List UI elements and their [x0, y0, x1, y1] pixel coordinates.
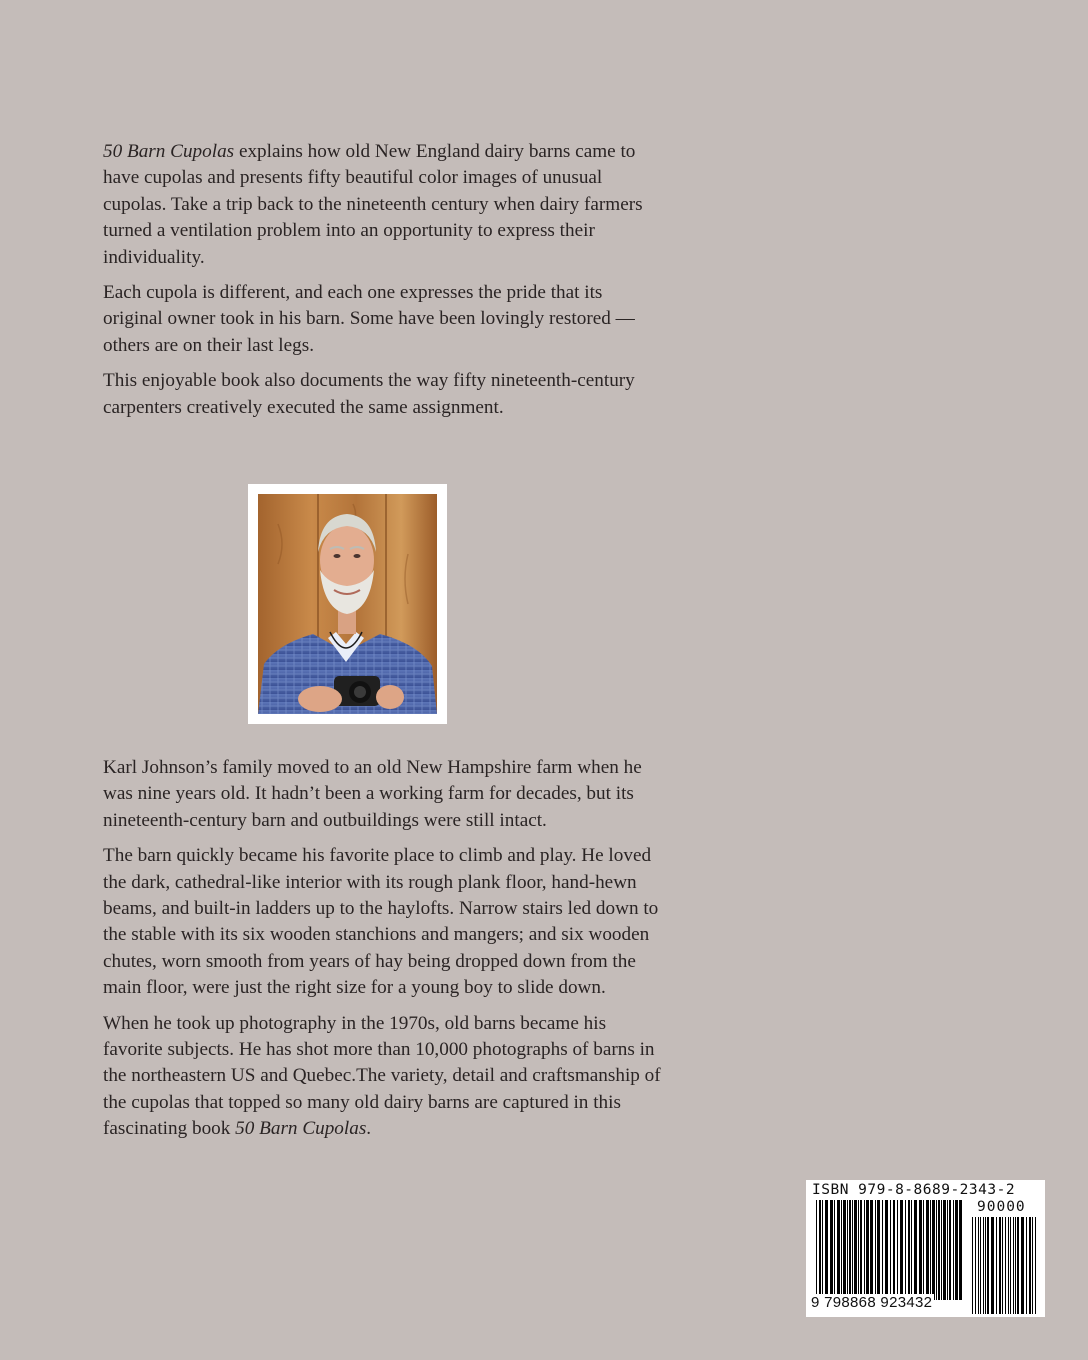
bio-paragraph-2: The barn quickly became his favorite place to climb and play. He loved the dark, cathedral-like interior with its rough plank floor, hand-hewn beams, and built-in ladders up to the haylofts. Narrow stairs led down to the stable with its six wooden stanchions and mangers; and six wooden chutes, worn smooth from years of hay being dropped down from the main floor, were just the right size for a young boy to slide down. [103, 845, 659, 999]
barcode-bar [866, 1200, 869, 1300]
barcode-bar [975, 1217, 976, 1314]
barcode-bar [893, 1200, 895, 1300]
barcode-bar [837, 1200, 840, 1300]
barcode-bar [1008, 1217, 1009, 1314]
barcode-bar [1002, 1217, 1003, 1314]
barcode-bar [1013, 1217, 1014, 1314]
author-photo [258, 494, 437, 714]
barcode-bar [936, 1200, 937, 1300]
barcode-bar [978, 1217, 979, 1314]
barcode-bar [847, 1200, 848, 1300]
barcode-bar [930, 1200, 931, 1300]
barcode-bar [819, 1200, 821, 1300]
barcode-bar [919, 1200, 922, 1300]
isbn-label: ISBN 979-8-8689-2343-2 [812, 1182, 1016, 1198]
barcode-bar [972, 1217, 973, 1314]
barcode-bar [1026, 1217, 1027, 1314]
description-paragraph-1 [103, 139, 663, 271]
bio-paragraph-1: Karl Johnson’s family moved to an old New Hampshire farm when he was nine years old. It hadn’t been a working farm for decades, but its nineteenth-century barn and outbuildings were still intact. [103, 757, 642, 831]
barcode-bar [949, 1200, 951, 1300]
barcode-bar [911, 1200, 912, 1300]
barcode-bars [816, 1200, 966, 1300]
barcode-bar [905, 1200, 906, 1300]
barcode-bar [830, 1200, 833, 1300]
barcode-bar [822, 1200, 823, 1300]
barcode-digits: 9 798868 923432 [811, 1294, 933, 1311]
book-title-italic: 50 Barn Cupolas [235, 1118, 367, 1140]
barcode-bar [985, 1217, 986, 1314]
barcode-bar [849, 1200, 851, 1300]
barcode-bar [959, 1200, 962, 1300]
barcode-bar [1021, 1217, 1024, 1314]
barcode-bar [1017, 1217, 1019, 1314]
description-paragraph-1-text: explains how old New England dairy barns came to have cupolas and presents fifty beautiful color images of unusual cupolas. Take a trip back to the nineteenth century when dairy farmers turned a ventilation problem into an opportunity to express their individuality. [103, 141, 643, 268]
author-bio [103, 755, 663, 1152]
barcode-bar [852, 1200, 853, 1300]
barcode-bar [938, 1200, 940, 1300]
barcode-bar [987, 1217, 989, 1314]
barcode-bar [947, 1200, 948, 1300]
barcode-bar [897, 1200, 898, 1300]
barcode-bar [932, 1200, 935, 1300]
book-description [103, 139, 663, 430]
barcode-bar [943, 1200, 946, 1300]
barcode-bar [1015, 1217, 1016, 1314]
barcode-bar [900, 1200, 903, 1300]
bio-paragraph-3-text: When he took up photography in the 1970s, old barns became his favorite subjects. He has shot more than 10,000 photographs of barns in the northeastern US and Quebec.The variety, detail and craftsmanship of the cupolas that topped so many old dairy barns are captured in this fascinating book [103, 1012, 661, 1140]
barcode-bar [941, 1200, 942, 1300]
bio-paragraph-3 [103, 1011, 663, 1143]
barcode-bar [860, 1200, 862, 1300]
price-code: 90000 [977, 1199, 1026, 1215]
barcode-bar [983, 1217, 984, 1314]
barcode-bar [991, 1217, 994, 1314]
barcode-bar [890, 1200, 891, 1300]
barcode-bar [864, 1200, 865, 1300]
barcode-bar [999, 1217, 1001, 1314]
author-photo-frame [248, 484, 447, 724]
barcode-bar [825, 1200, 828, 1300]
barcode-bar [841, 1200, 842, 1300]
barcode-bar [996, 1217, 997, 1314]
isbn-barcode [806, 1180, 1045, 1317]
barcode-bar [877, 1200, 880, 1300]
barcode-bar [870, 1200, 873, 1300]
addon-barcode-bars [972, 1217, 1038, 1314]
bio-paragraph-3-end: . [366, 1118, 372, 1140]
barcode-bar [1005, 1217, 1006, 1314]
barcode-bar [885, 1200, 888, 1300]
barcode-bar [926, 1200, 929, 1300]
barcode-bar [882, 1200, 883, 1300]
barcode-bar [1029, 1217, 1031, 1314]
barcode-bar [1035, 1217, 1036, 1314]
barcode-bar [955, 1200, 958, 1300]
description-paragraph-3: This enjoyable book also documents the way fifty nineteenth-century carpenters creatively executed the same assignment. [103, 370, 635, 418]
barcode-bar [953, 1200, 954, 1300]
barcode-bar [914, 1200, 917, 1300]
barcode-bar [1010, 1217, 1011, 1314]
barcode-bar [1032, 1217, 1033, 1314]
barcode-bar [854, 1200, 857, 1300]
description-paragraph-2: Each cupola is different, and each one expresses the pride that its original owner took in his barn. Some have been lovingly restored — others are on their last legs. [103, 282, 635, 356]
barcode-bar [908, 1200, 910, 1300]
barcode-bar [816, 1200, 817, 1300]
barcode-bar [923, 1200, 924, 1300]
barcode-bar [834, 1200, 835, 1300]
barcode-bar [875, 1200, 876, 1300]
barcode-bar [858, 1200, 859, 1300]
barcode-bar [980, 1217, 981, 1314]
barcode-bar [843, 1200, 846, 1300]
book-title-italic: 50 Barn Cupolas [103, 141, 235, 162]
